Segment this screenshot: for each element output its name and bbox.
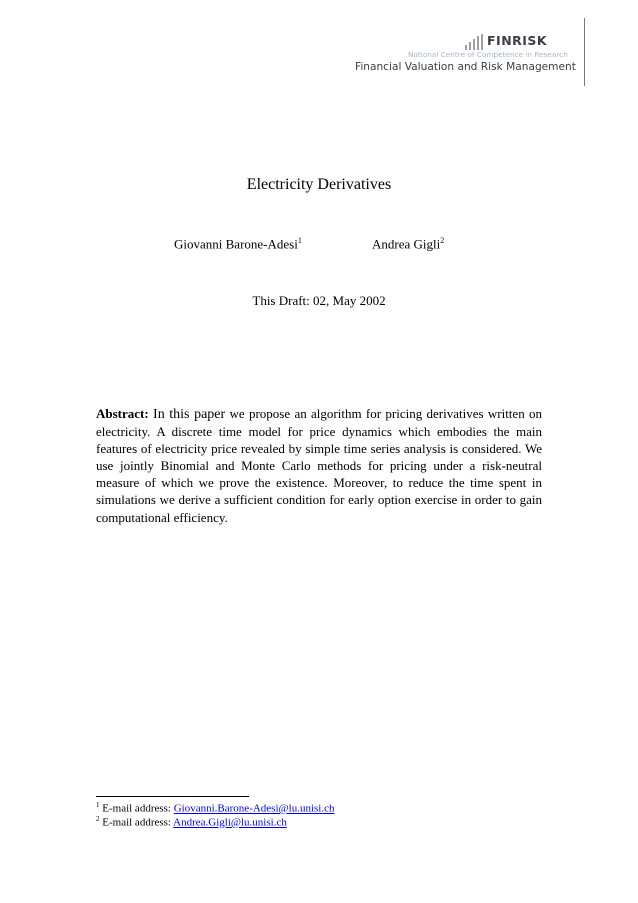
- footnote-2-email-link[interactable]: Andrea.Gigli@lu.unisi.ch: [173, 816, 287, 829]
- author-1-note: 1: [297, 236, 302, 245]
- paper-title: Electricity Derivatives: [246, 176, 392, 193]
- author-1-name: Giovanni Barone-Adesi: [174, 236, 298, 252]
- draft-date: This Draft: 02, May 2002: [252, 293, 386, 308]
- footnote-2-label: E-mail address:: [102, 816, 171, 829]
- abstract-label: Abstract:: [96, 406, 149, 421]
- footnote-2: [96, 815, 287, 829]
- footnote-1-email-link[interactable]: Giovanni.Barone-Adesi@lu.unisi.ch: [173, 802, 335, 815]
- logo-subtitle: National Centre of Competence in Research: [408, 50, 568, 59]
- abstract-body: we propose an algorithm for pricing derivatives written on electricity. A discrete time model for price dynamics which embodies the main features of electricity price revealed by simple time series analysis is considered. We use jointly Binomial and Monte Carlo methods for pricing under a risk-neutral measure of which we prove the existence. Moreover, to reduce the time spent in simulations we derive a sufficient condition for early option exercise in order to gain computational efficiency.: [96, 406, 543, 525]
- author-2-note: 2: [440, 236, 445, 245]
- author-2: [372, 236, 444, 252]
- footnote-1: [96, 801, 334, 815]
- abstract: [96, 405, 542, 526]
- abstract-lead: In this paper: [153, 407, 226, 422]
- header-divider: [584, 18, 585, 86]
- footnote-2-mark: 2: [96, 815, 100, 823]
- bar-chart-icon: [465, 34, 485, 50]
- footnote-separator: [96, 796, 249, 797]
- logo-name: FINRISK: [487, 33, 548, 48]
- footnote-1-label: E-mail address:: [102, 802, 171, 815]
- author-1: [174, 236, 302, 252]
- author-2-name: Andrea Gigli: [372, 236, 441, 252]
- logo-title: Financial Valuation and Risk Management: [355, 61, 576, 73]
- finrisk-logo: [355, 30, 587, 90]
- footnote-1-mark: 1: [96, 801, 100, 809]
